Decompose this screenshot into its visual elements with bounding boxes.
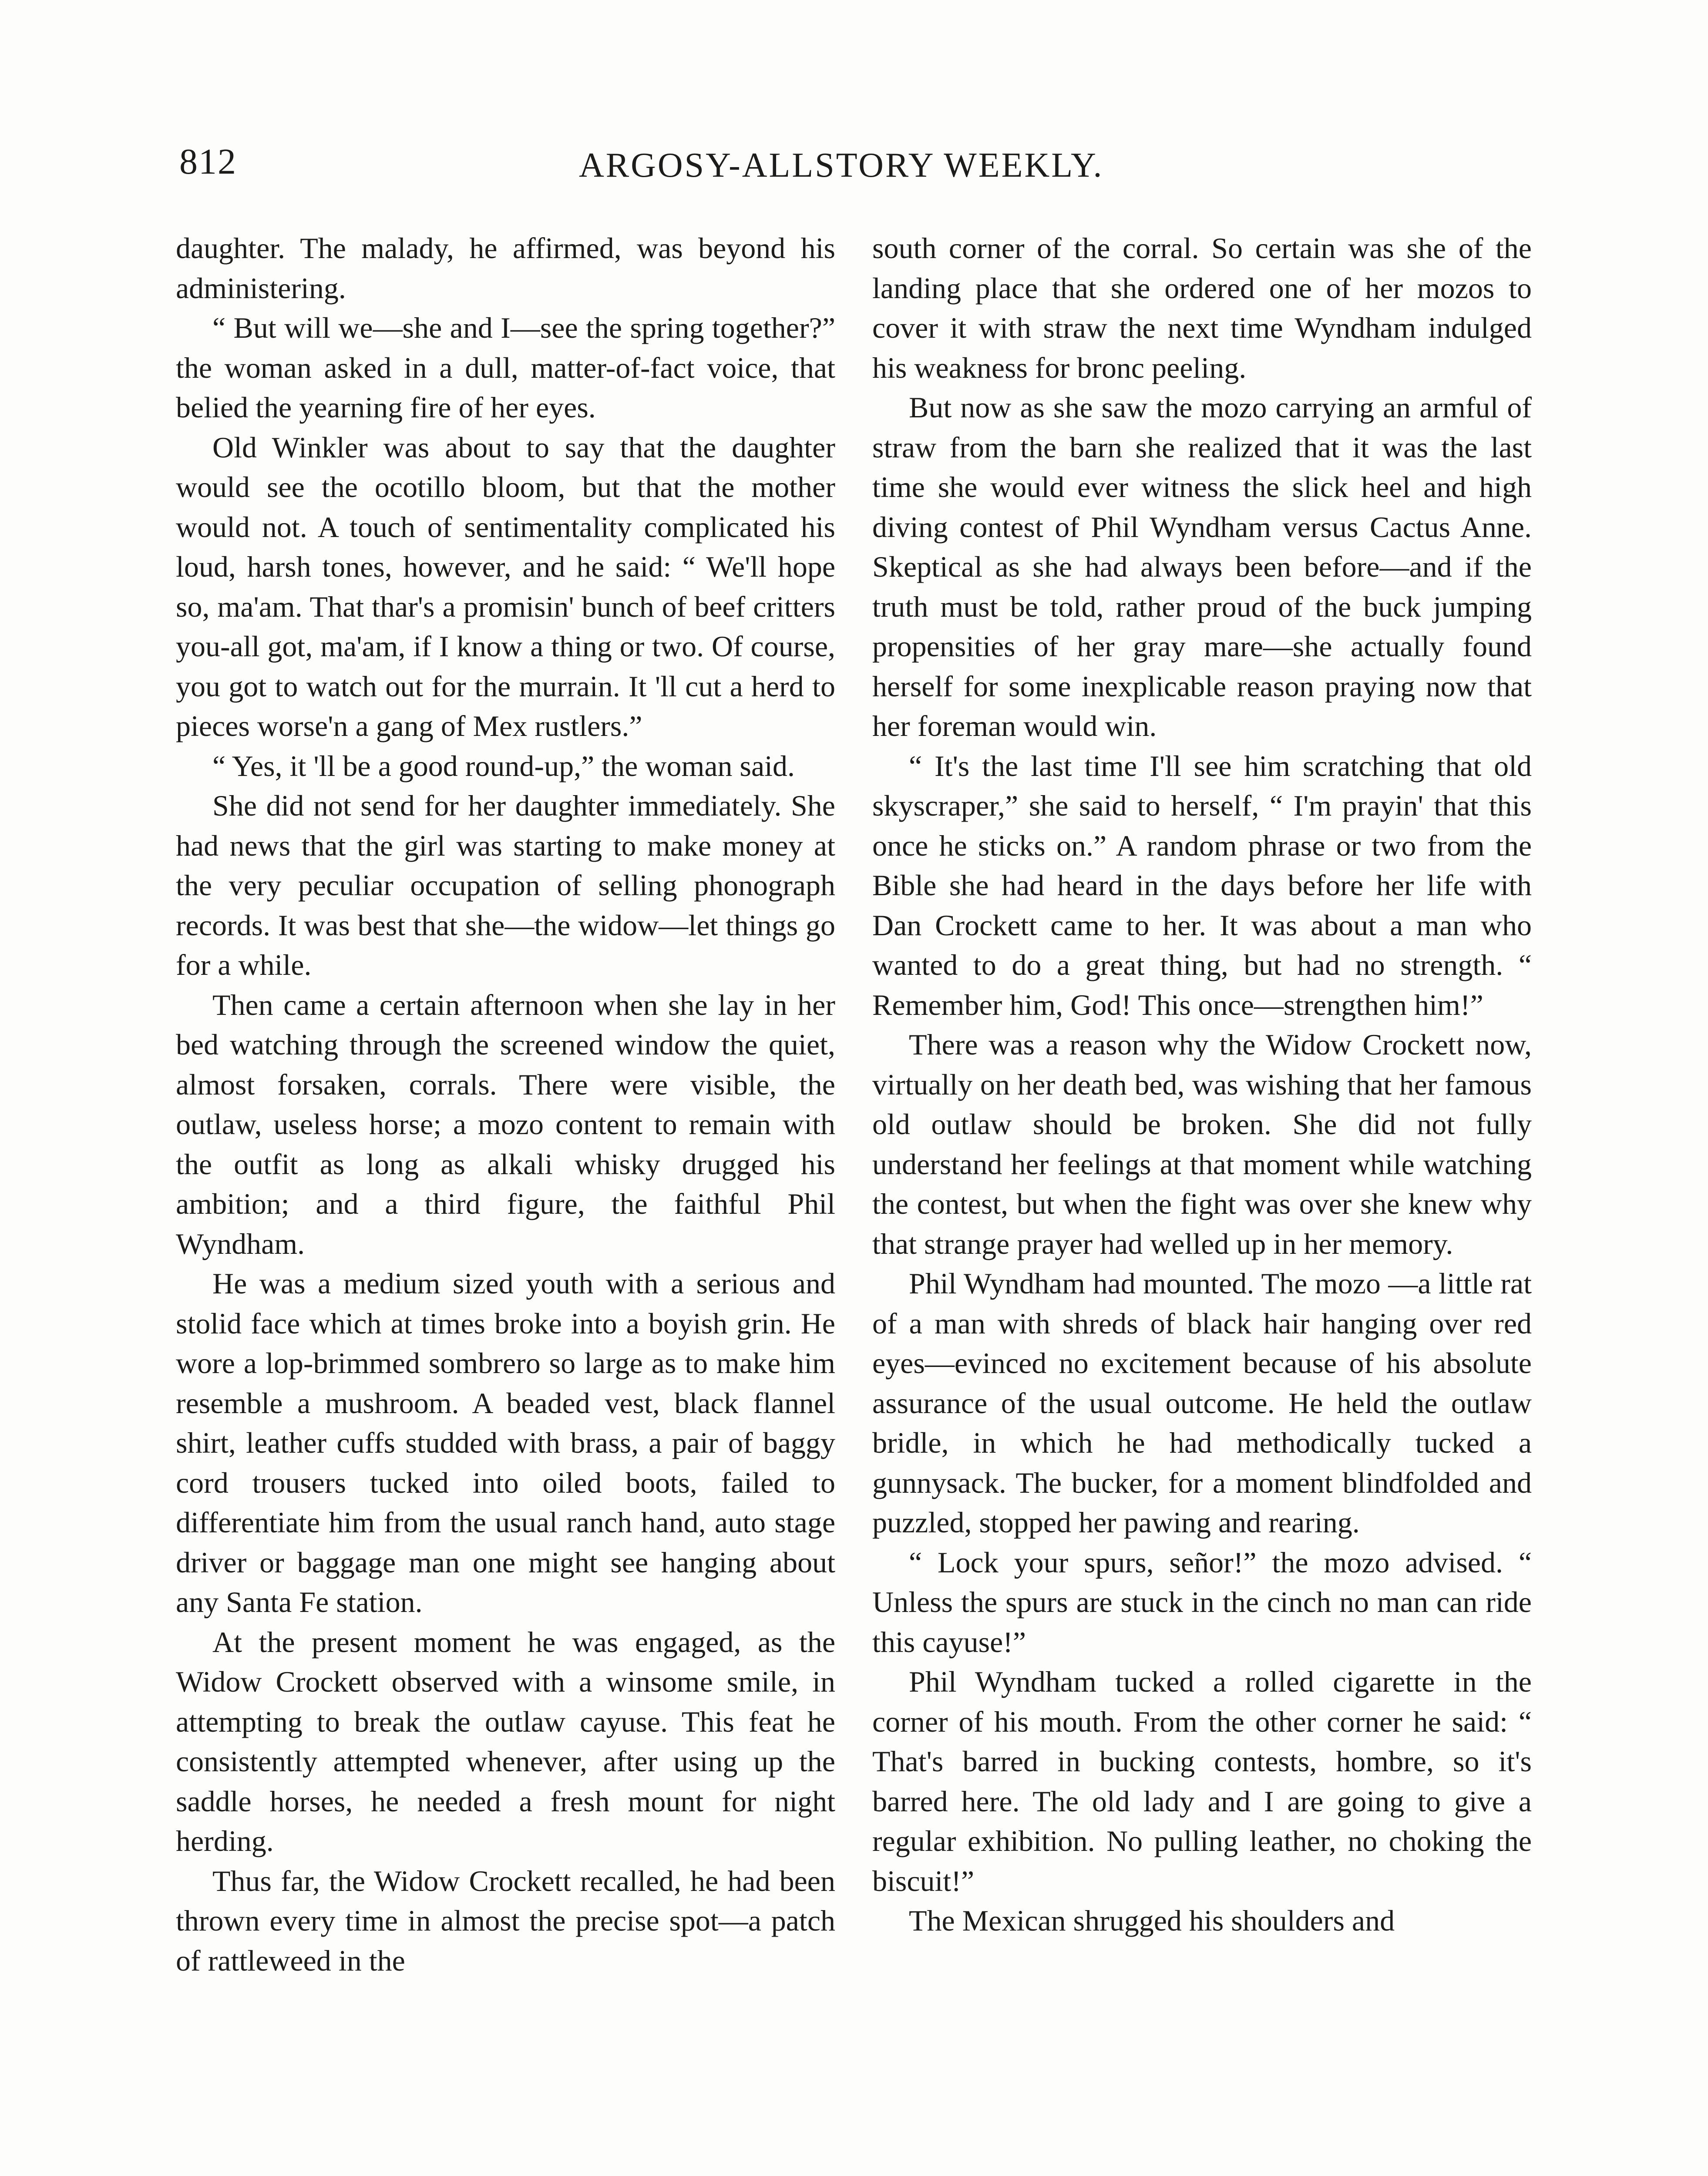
- paragraph: But now as she saw the mozo carrying an armful of straw from the barn she realized that it was the last time she would ever witness the slick heel and high diving contest of Phil Wyndham versus Cactus Anne. Skeptical as she had always been before—and if the truth must be told, rather proud of the buck jumping propensities of her gray mare—she actually found herself for some inexplicable reason praying now that her foreman would win.: [872, 391, 1532, 742]
- paragraph: Then came a certain afternoon when she lay in her bed watching through the screened window the quiet, almost forsaken, corrals. There were visible, the outlaw, useless horse; a mozo content to remain with the outfit as long as alkali whisky drugged his ambition; and a third figure, the faithful Phil Wyndham.: [176, 988, 835, 1260]
- paragraph: “ Lock your spurs, señor!” the mozo advised. “ Unless the spurs are stuck in the cinch no man can ride this cayuse!”: [872, 1545, 1532, 1659]
- running-head: ARGOSY-ALLSTORY WEEKLY.: [579, 146, 1104, 185]
- paragraph: daughter. The malady, he affirmed, was beyond his administering.: [176, 232, 835, 305]
- page-number: 812: [179, 141, 237, 182]
- paragraph: She did not send for her daughter immediately. She had news that the girl was starting to make money at the very peculiar occupation of selling phonograph records. It was best that she—the widow—let things go for a while.: [176, 789, 835, 981]
- paragraph: “ But will we—she and I—see the spring together?” the woman asked in a dull, matter-of-fact voice, that belied the yearning fire of her eyes.: [176, 311, 835, 424]
- paragraph: “ It's the last time I'll see him scratching that old skyscraper,” she said to herself, “ I'm prayin' that this once he sticks on.” A random phrase or two from the Bible she had heard in the days before her life with Dan Crockett came to her. It was about a man who wanted to do a great thing, but had no strength. “ Remember him, God! This once—strengthen him!”: [872, 749, 1532, 1021]
- paragraph: There was a reason why the Widow Crockett now, virtually on her death bed, was wishing that her famous old outlaw should be broken. She did not fully understand her feelings at that moment while watching the contest, but when the fight was over she knew why that strange prayer had welled up in her memory.: [872, 1028, 1532, 1260]
- paragraph: Old Winkler was about to say that the daughter would see the ocotillo bloom, but that the mother would not. A touch of sentimentality complicated his loud, harsh tones, however, and he said: “ We'll hope so, ma'am. That thar's a promisin' bunch of beef critters you-all got, ma'am, if I know a thing or two. Of course, you got to watch out for the murrain. It 'll cut a herd to pieces worse'n a gang of Mex rustlers.”: [176, 430, 835, 742]
- paragraph: south corner of the corral. So certain was she of the landing place that she ordered one of her mozos to cover it with straw the next time Wyndham indulged his weakness for bronc peeling.: [872, 232, 1532, 384]
- right-column: [872, 228, 1532, 1941]
- paragraph: Phil Wyndham tucked a rolled cigarette in the corner of his mouth. From the other corner he said: “ That's barred in bucking contests, hombre, so it's barred here. The old lady and I are going to give a regular exhibition. No pulling leather, no choking the biscuit!”: [872, 1665, 1532, 1897]
- paragraph: At the present moment he was engaged, as the Widow Crockett observed with a winsome smile, in attempting to break the outlaw cayuse. This feat he consistently attempted whenever, after using up the saddle horses, he needed a fresh mount for night herding.: [176, 1625, 835, 1857]
- left-column: [176, 228, 835, 1981]
- paragraph: “ Yes, it 'll be a good round-up,” the woman said.: [212, 749, 795, 782]
- paragraph: The Mexican shrugged his shoulders and: [909, 1904, 1395, 1937]
- paragraph: Phil Wyndham had mounted. The mozo —a little rat of a man with shreds of black hair hanging over red eyes—evinced no excitement because of his absolute assurance of the usual outcome. He held the outlaw bridle, in which he had methodically tucked a gunnysack. The bucker, for a moment blindfolded and puzzled, stopped her pawing and rearing.: [872, 1267, 1532, 1539]
- paragraph: He was a medium sized youth with a serious and stolid face which at times broke into a boyish grin. He wore a lop-brimmed sombrero so large as to make him resemble a mushroom. A beaded vest, black flannel shirt, leather cuffs studded with brass, a pair of baggy cord trousers tucked into oiled boots, failed to differentiate him from the usual ranch hand, auto stage driver or baggage man one might see hanging about any Santa Fe station.: [176, 1267, 835, 1619]
- paragraph: Thus far, the Widow Crockett recalled, he had been thrown every time in almost the precise spot—a patch of rattleweed in the: [176, 1864, 835, 1977]
